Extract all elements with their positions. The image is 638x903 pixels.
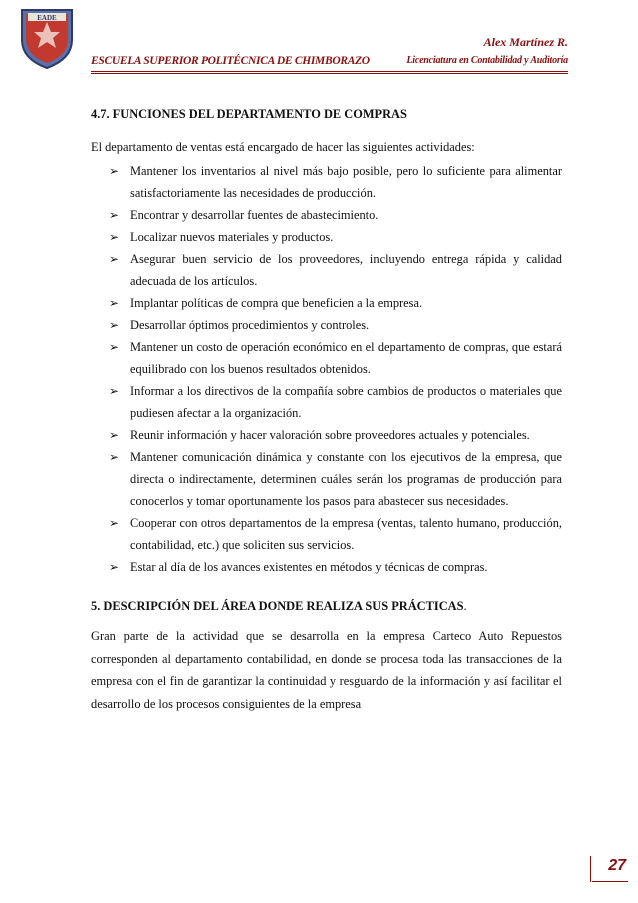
list-item (91, 314, 562, 336)
list-item (91, 556, 562, 578)
header-rule-top (91, 71, 568, 72)
header-school: ESCUELA SUPERIOR POLITÉCNICA DE CHIMBORAZO (91, 55, 370, 67)
section-5-title (91, 595, 562, 617)
list-item-text: Asegurar buen servicio de los proveedores, incluyendo entrega rápida y calidad adecuada de los artículos. (130, 252, 562, 288)
list-item (91, 160, 562, 204)
list-item (91, 292, 562, 314)
arrow-bullet-icon: ➢ (109, 208, 120, 222)
page-number-underline (592, 881, 628, 882)
list-item (91, 226, 562, 248)
list-item (91, 380, 562, 424)
list-item-text: Mantener los inventarios al nivel más bajo posible, pero lo suficiente para alimentar satisfactoriamente las necesidades de producción. (130, 164, 562, 200)
arrow-bullet-icon: ➢ (109, 252, 120, 266)
page-number: 27 (608, 857, 626, 874)
list-item-text: Mantener un costo de operación económico en el departamento de compras, que estará equilibrado con los buenos resultados obtenidos. (130, 340, 562, 376)
list-item (91, 512, 562, 556)
header-rule-bottom (91, 73, 568, 74)
section-4-7-title: 4.7. FUNCIONES DEL DEPARTAMENTO DE COMPRAS (91, 107, 407, 121)
list-item-text: Desarrollar óptimos procedimientos y controles. (130, 318, 370, 332)
arrow-bullet-icon: ➢ (109, 516, 120, 530)
list-item (91, 248, 562, 292)
arrow-bullet-icon: ➢ (109, 296, 120, 310)
list-item (91, 424, 562, 446)
arrow-bullet-icon: ➢ (109, 428, 120, 442)
list-item-text: Informar a los directivos de la compañía sobre cambios de productos o materiales que pudiesen afectar a la organización. (130, 384, 562, 420)
list-item-text: Encontrar y desarrollar fuentes de abastecimiento. (130, 208, 379, 222)
arrow-bullet-icon: ➢ (109, 384, 120, 398)
section-5-body: Gran parte de la actividad que se desarrolla en la empresa Carteco Auto Repuestos corresponden al departamento contabilidad, en donde se procesa toda las transacciones de la empresa con el fin de garantizar la continuidad y resguardo de la información y así facilitar el desarrollo de los procesos consiguientes de la empresa (91, 629, 562, 711)
header-degree: Licenciatura en Contabilidad y Auditoría (406, 55, 568, 66)
header-author: Alex Martínez R. (483, 35, 568, 49)
logo-lettering: EADE (37, 14, 57, 22)
institution-logo (14, 4, 80, 70)
arrow-bullet-icon: ➢ (109, 340, 120, 354)
list-item (91, 446, 562, 512)
page-number-frame (590, 856, 591, 882)
section-5-title-text: 5. DESCRIPCIÓN DEL ÁREA DONDE REALIZA SUS PRÁCTICAS (91, 599, 464, 613)
page-body (91, 103, 562, 715)
arrow-bullet-icon: ➢ (109, 450, 120, 464)
arrow-bullet-icon: ➢ (109, 318, 120, 332)
section-4-7-intro: El departamento de ventas está encargado de hacer las siguientes actividades: (91, 140, 475, 154)
list-item-text: Implantar políticas de compra que beneficien a la empresa. (130, 296, 423, 310)
arrow-bullet-icon: ➢ (109, 230, 120, 244)
list-item-text: Localizar nuevos materiales y productos. (130, 230, 334, 244)
page-header (0, 0, 638, 80)
list-item-text: Reunir información y hacer valoración sobre proveedores actuales y potenciales. (130, 428, 530, 442)
arrow-bullet-icon: ➢ (109, 164, 120, 178)
list-item-text: Estar al día de los avances existentes en métodos y técnicas de compras. (130, 560, 488, 574)
functions-list (91, 160, 562, 578)
section-5-title-suffix: . (463, 599, 467, 613)
list-item (91, 336, 562, 380)
list-item (91, 204, 562, 226)
arrow-bullet-icon: ➢ (109, 560, 120, 574)
list-item-text: Cooperar con otros departamentos de la empresa (ventas, talento humano, producción, contabilidad, etc.) que soliciten sus servicios. (130, 516, 562, 552)
list-item-text: Mantener comunicación dinámica y constante con los ejecutivos de la empresa, que directa o indirectamente, determinen cuáles serán los programas de producción para conocerlos y tomar oportunamente los pasos para abastecer sus necesidades. (130, 450, 562, 508)
